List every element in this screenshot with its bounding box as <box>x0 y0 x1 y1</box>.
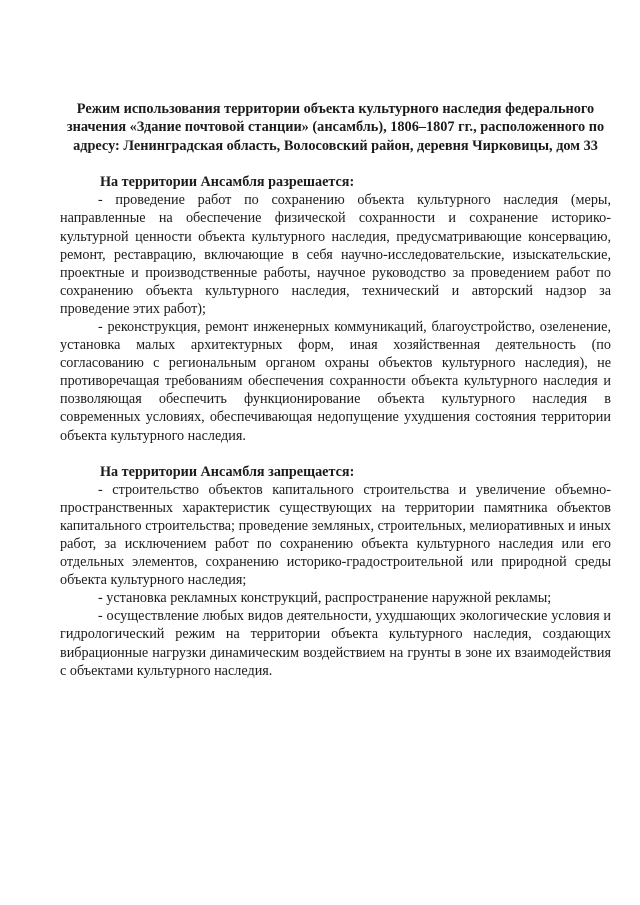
prohibited-item-advertising: - установка рекламных конструкций, распространение наружной рекламы; <box>98 590 552 607</box>
document-title: Режим использования территории объекта культурного наследия федерального значения «Здание почтовой станции» (ансамбль), 1806–1807 гг., расположенного по адресу: Ленинградская область, Волосовский район, деревня Чирковицы, дом 33 <box>66 101 605 154</box>
section-heading-permitted: На территории Ансамбля разрешается: <box>100 174 355 191</box>
section-heading-prohibited: На территории Ансамбля запрещается: <box>100 463 355 480</box>
section-prohibited <box>60 463 611 680</box>
permitted-item-reconstruction: - реконструкция, ремонт инженерных коммуникаций, благоустройство, озеленение, установка малых архитектурных форм, иная хозяйственная деятельность (по согласованию с региональным органом охраны объектов культурного наследия), не противоречащая требованиям обеспечения сохранности объекта культурного наследия и позволяющая обеспечить функционирование объекта культурного наследия в современных условиях, обеспечивающая недопущение ухудшения состояния территории объекта культурного наследия. <box>60 318 611 444</box>
document-page <box>60 100 611 680</box>
prohibited-item-harmful-activities: - осуществление любых видов деятельности, ухудшающих экологические условия и гидрологический режим на территории объекта культурного наследия, создающих вибрационные нагрузки динамическим воздействием на грунты в зоне их взаимодействия с объектами культурного наследия. <box>60 608 611 679</box>
prohibited-item-construction: - строительство объектов капитального строительства и увеличение объемно-пространственных характеристик существующих на территории памятника объектов капитального строительства; проведение земляных, строительных, мелиоративных и иных работ, за исключением работ по сохранению объекта культурного наследия или его отдельных элементов, сохранению историко-градостроительной или природной среды объекта культурного наследия; <box>60 481 611 589</box>
section-permitted <box>60 173 611 444</box>
permitted-item-preservation-works: - проведение работ по сохранению объекта культурного наследия (меры, направленные на обеспечение физической сохранности и сохранение историко-культурной ценности объекта культурного наследия, предусматривающие консервацию, ремонт, реставрацию, включающие в себя научно-исследовательские, изыскательские, проектные и производственные работы, научное руководство за проведением работ по сохранению объекта культурного наследия, технический и авторский надзор за проведение этих работ); <box>60 192 611 317</box>
